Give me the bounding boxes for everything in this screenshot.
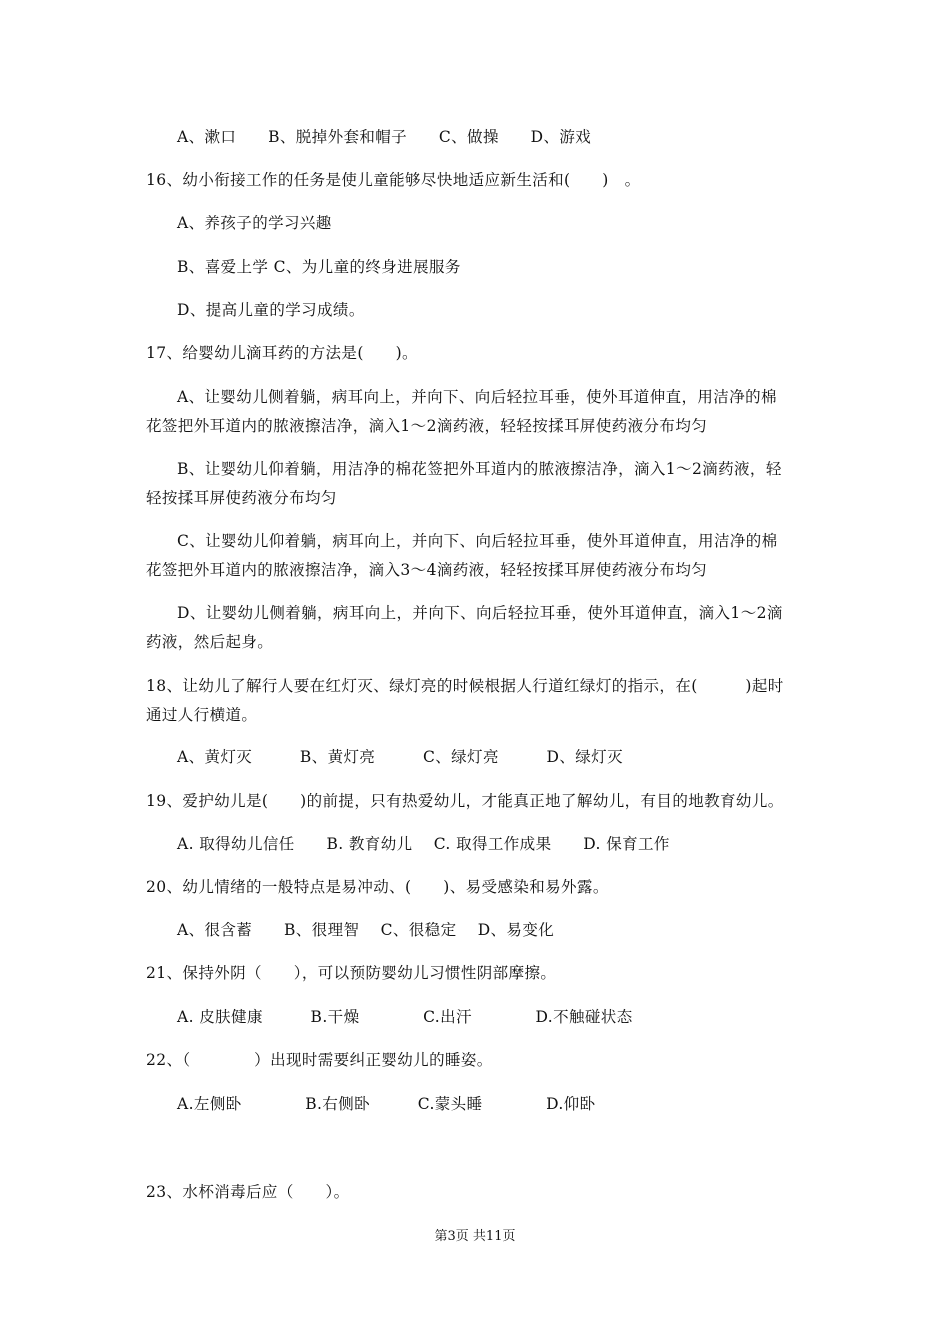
question-20: 20、幼儿情绪的一般特点是易冲动、( )、易受感染和易外露。 [146,878,609,896]
question-18-line1: 18、让幼儿了解行人要在红灯灭、绿灯亮的时候根据人行道红绿灯的指示，在( )起时 [146,677,784,695]
q17-option-a-line2: 花签把外耳道内的脓液擦洁净，滴入1～2滴药液，轻轻按揉耳屏使药液分布均匀 [146,417,708,435]
question-17: 17、给婴幼儿滴耳药的方法是( )。 [146,344,418,362]
q18-options: A、黄灯灭 B、黄灯亮 C、绿灯亮 D、绿灯灭 [177,748,623,766]
q17-option-c-line2: 花签把外耳道内的脓液擦洁净，滴入3～4滴药液，轻轻按揉耳屏使药液分布均匀 [146,561,708,579]
q17-option-c-line1: C、让婴幼儿仰着躺，病耳向上，并向下、向后轻拉耳垂，使外耳道伸直，用洁净的棉 [177,532,778,550]
q21-options: A. 皮肤健康 B.干燥 C.出汗 D.不触碰状态 [177,1008,633,1026]
q22-options: A.左侧卧 B.右侧卧 C.蒙头睡 D.仰卧 [177,1095,596,1113]
question-22: 22、（ ）出现时需要纠正婴幼儿的睡姿。 [146,1051,493,1069]
q16-option-bc: B、喜爱上学 C、为儿童的终身进展服务 [177,258,461,276]
q15-options: A、漱口 B、脱掉外套和帽子 C、做操 D、游戏 [177,128,592,146]
q17-option-d-line2: 药液，然后起身。 [146,633,274,651]
question-16: 16、幼小衔接工作的任务是使儿童能够尽快地适应新生活和( ) 。 [146,171,641,189]
q19-options: A. 取得幼儿信任 B. 教育幼儿 C. 取得工作成果 D. 保育工作 [177,835,670,853]
q20-options: A、很含蓄 B、很理智 C、很稳定 D、易变化 [177,921,555,939]
question-18-line2: 通过人行横道。 [146,706,258,724]
q17-option-b-line1: B、让婴幼儿仰着躺，用洁净的棉花签把外耳道内的脓液擦洁净，滴入1～2滴药液，轻 [177,460,782,478]
q16-option-d: D、提高儿童的学习成绩。 [177,301,365,319]
question-23: 23、水杯消毒后应（ ）。 [146,1183,350,1201]
q17-option-a-line1: A、让婴幼儿侧着躺，病耳向上，并向下、向后轻拉耳垂，使外耳道伸直，用洁净的棉 [177,388,777,406]
question-19: 19、爱护幼儿是( )的前提，只有热爱幼儿，才能真正地了解幼儿，有目的地教育幼儿。 [146,792,784,810]
page-footer: 第3页 共11页 [434,1229,516,1244]
q16-option-a: A、养孩子的学习兴趣 [177,214,332,232]
q17-option-b-line2: 轻按揉耳屏使药液分布均匀 [146,489,337,507]
q17-option-d-line1: D、让婴幼儿侧着躺，病耳向上，并向下、向后轻拉耳垂，使外耳道伸直，滴入1～2滴 [177,604,783,622]
question-21: 21、保持外阴（ ），可以预防婴幼儿习惯性阴部摩擦。 [146,964,557,982]
